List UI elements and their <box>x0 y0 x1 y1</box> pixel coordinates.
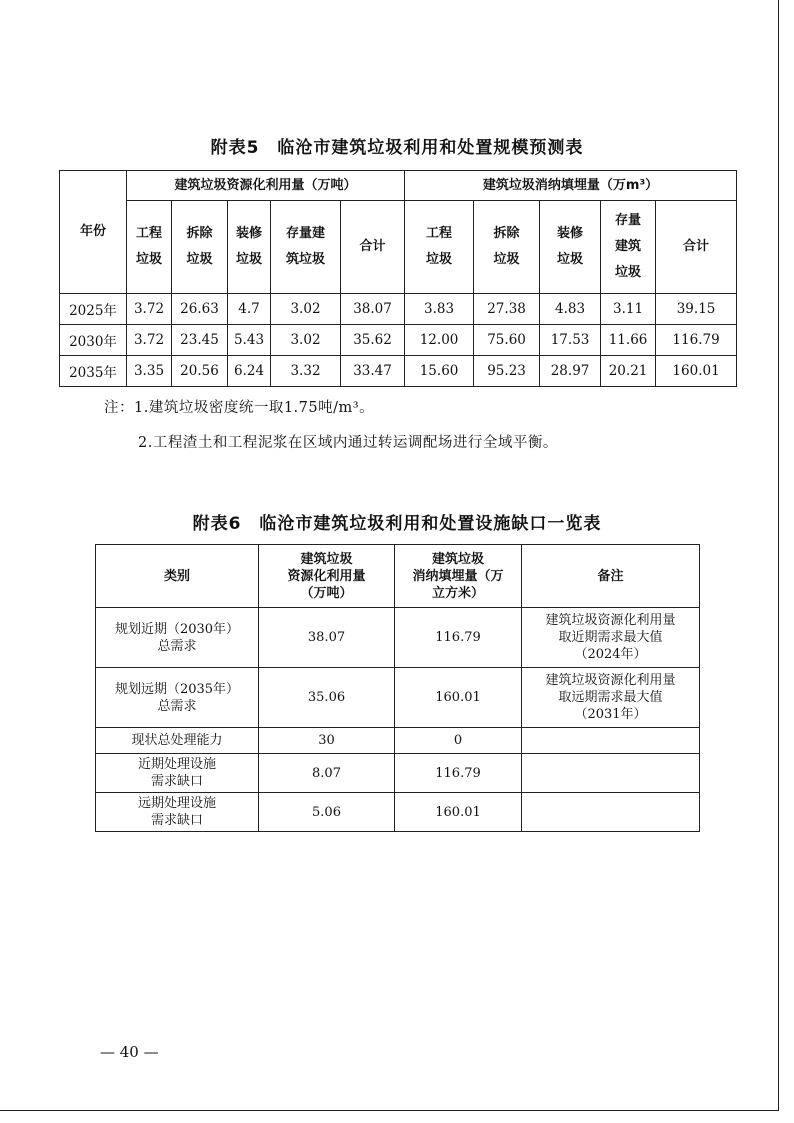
table6-resource-cell: 38.07 <box>259 608 395 668</box>
table6-header-row <box>96 545 700 608</box>
table5-cell: 6.24 <box>228 356 271 387</box>
table5-cell: 33.47 <box>341 356 405 387</box>
table5-cell: 5.43 <box>228 325 271 356</box>
table5-col-header: 合计 <box>341 201 405 294</box>
table5-cell: 3.72 <box>127 294 172 325</box>
table6-category-cell: 规划近期（2030年） 总需求 <box>96 608 259 668</box>
table5-cell: 3.02 <box>271 325 341 356</box>
table5-cell: 39.15 <box>656 294 737 325</box>
table5-group1-header: 建筑垃圾资源化利用量（万吨） <box>127 171 405 201</box>
table6-remark-header: 备注 <box>522 545 700 608</box>
table6-category-cell: 现状总处理能力 <box>96 728 259 754</box>
table5-col-header: 拆除 垃圾 <box>474 201 540 294</box>
table6-resource-cell: 8.07 <box>259 754 395 793</box>
table5-cell: 23.45 <box>172 325 228 356</box>
table6-remark-cell <box>522 793 700 832</box>
table5-cell: 35.62 <box>341 325 405 356</box>
table6-landfill-cell: 116.79 <box>395 608 522 668</box>
table5 <box>59 170 737 387</box>
table6-landfill-header: 建筑垃圾 消纳填埋量（万 立方米） <box>395 545 522 608</box>
table6-remark-cell <box>522 728 700 754</box>
table5-cell: 28.97 <box>540 356 601 387</box>
table5-year-cell: 2035年 <box>60 356 127 387</box>
table6-category-cell: 近期处理设施 需求缺口 <box>96 754 259 793</box>
table5-col-header: 拆除 垃圾 <box>172 201 228 294</box>
table6-category-header: 类别 <box>96 545 259 608</box>
table5-title: 附表5 临沧市建筑垃圾利用和处置规模预测表 <box>210 138 584 158</box>
table6-resource-cell: 30 <box>259 728 395 754</box>
table5-column-header-row <box>60 201 737 294</box>
table6-landfill-cell: 160.01 <box>395 793 522 832</box>
table5-cell: 12.00 <box>405 325 474 356</box>
table6 <box>95 544 700 832</box>
table6-row <box>96 793 700 832</box>
table5-col-header: 合计 <box>656 201 737 294</box>
table5-cell: 27.38 <box>474 294 540 325</box>
table5-group-header-row <box>60 171 737 201</box>
table5-cell: 4.83 <box>540 294 601 325</box>
table5-cell: 3.32 <box>271 356 341 387</box>
table5-row <box>60 325 737 356</box>
table5-cell: 15.60 <box>405 356 474 387</box>
table6-row <box>96 668 700 728</box>
table6-remark-cell: 建筑垃圾资源化利用量 取近期需求最大值 （2024年） <box>522 608 700 668</box>
table5-col-header: 工程 垃圾 <box>405 201 474 294</box>
table6-remark-cell: 建筑垃圾资源化利用量 取远期需求最大值 （2031年） <box>522 668 700 728</box>
table5-cell: 3.72 <box>127 325 172 356</box>
table5-note-1: 注：1.建筑垃圾密度统一取1.75吨/m³。 <box>104 400 375 416</box>
table5-note-2: 2.工程渣土和工程泥浆在区域内通过转运调配场进行全域平衡。 <box>138 435 558 451</box>
table5-cell: 160.01 <box>656 356 737 387</box>
table5-year-cell: 2025年 <box>60 294 127 325</box>
table5-col-header: 存量 建筑 垃圾 <box>601 201 656 294</box>
table5-year-cell: 2030年 <box>60 325 127 356</box>
table6-row <box>96 728 700 754</box>
table5-cell: 4.7 <box>228 294 271 325</box>
table5-cell: 38.07 <box>341 294 405 325</box>
table6-landfill-cell: 160.01 <box>395 668 522 728</box>
table5-cell: 3.83 <box>405 294 474 325</box>
table5-col-header: 存量建 筑垃圾 <box>271 201 341 294</box>
table6-category-cell: 规划远期（2035年） 总需求 <box>96 668 259 728</box>
table5-col-header: 装修 垃圾 <box>540 201 601 294</box>
table6-resource-cell: 5.06 <box>259 793 395 832</box>
table6-landfill-cell: 116.79 <box>395 754 522 793</box>
table6-category-cell: 远期处理设施 需求缺口 <box>96 793 259 832</box>
table5-year-header: 年份 <box>60 171 127 294</box>
table5-cell: 3.11 <box>601 294 656 325</box>
table5-cell: 17.53 <box>540 325 601 356</box>
table6-row <box>96 608 700 668</box>
table5-col-header: 装修 垃圾 <box>228 201 271 294</box>
table5-cell: 116.79 <box>656 325 737 356</box>
table6-resource-header: 建筑垃圾 资源化利用量 （万吨） <box>259 545 395 608</box>
table5-group2-header: 建筑垃圾消纳填埋量（万m³） <box>405 171 737 201</box>
page-border-right <box>778 0 779 1110</box>
table5-cell: 11.66 <box>601 325 656 356</box>
table5-cell: 20.21 <box>601 356 656 387</box>
table5-cell: 3.02 <box>271 294 341 325</box>
table5-cell: 20.56 <box>172 356 228 387</box>
page-border-bottom <box>0 1110 779 1111</box>
table5-row <box>60 294 737 325</box>
table6-row <box>96 754 700 793</box>
table5-cell: 95.23 <box>474 356 540 387</box>
table5-cell: 75.60 <box>474 325 540 356</box>
table5-cell: 26.63 <box>172 294 228 325</box>
table6-title: 附表6 临沧市建筑垃圾利用和处置设施缺口一览表 <box>192 514 602 534</box>
table5-col-header: 工程 垃圾 <box>127 201 172 294</box>
table5-row <box>60 356 737 387</box>
page-number: — 40 — <box>100 1043 159 1061</box>
table5-cell: 3.35 <box>127 356 172 387</box>
table6-resource-cell: 35.06 <box>259 668 395 728</box>
table6-remark-cell <box>522 754 700 793</box>
table6-landfill-cell: 0 <box>395 728 522 754</box>
